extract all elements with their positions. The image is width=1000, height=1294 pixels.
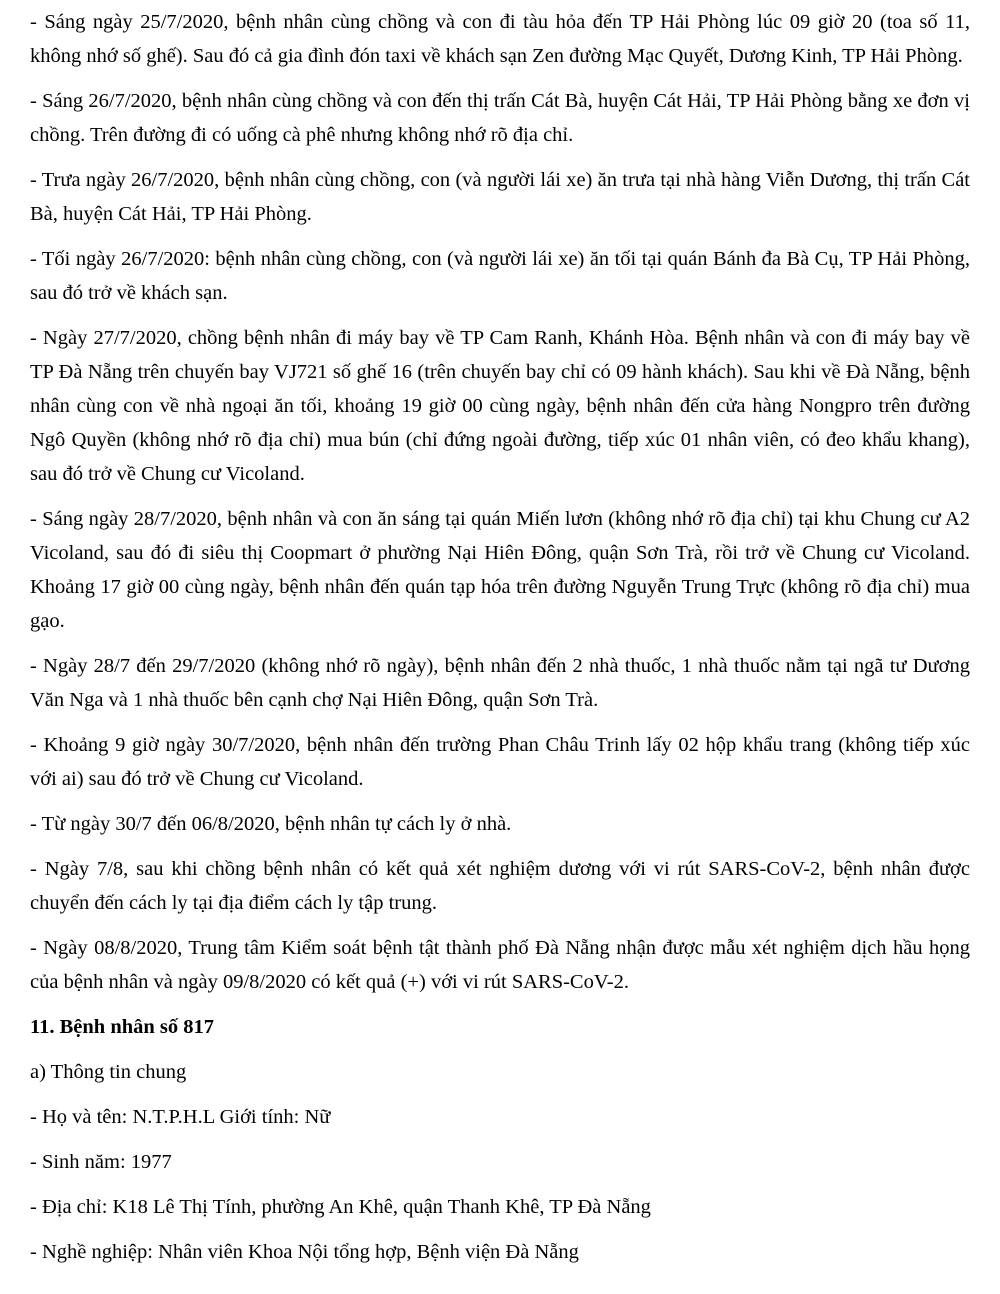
timeline-entry-8-8-test-result: - Ngày 08/8/2020, Trung tâm Kiểm soát bệnh tật thành phố Đà Nẵng nhận được mẫu xét nghiệm dịch hầu họng của bệnh nhân và ngày 09/8/2020 có kết quả (+) với vi rút SARS-CoV-2.	[30, 937, 970, 993]
timeline-entry-morning-26-7: - Sáng 26/7/2020, bệnh nhân cùng chồng và con đến thị trấn Cát Bà, huyện Cát Hải, TP Hải Phòng bằng xe đơn vị chồng. Trên đường đi có uống cà phê nhưng không nhớ rõ địa chỉ.	[30, 90, 970, 146]
field-address: - Địa chỉ: K18 Lê Thị Tính, phường An Khê, quận Thanh Khê, TP Đà Nẵng	[30, 1196, 651, 1218]
subsection-general-info: a) Thông tin chung	[30, 1061, 187, 1083]
field-occupation: - Nghề nghiệp: Nhân viên Khoa Nội tổng hợp, Bệnh viện Đà Nẵng	[30, 1241, 579, 1263]
field-birth-year: - Sinh năm: 1977	[30, 1151, 172, 1173]
timeline-entry-self-isolation: - Từ ngày 30/7 đến 06/8/2020, bệnh nhân tự cách ly ở nhà.	[30, 813, 512, 835]
timeline-entry-28-7-to-29-7: - Ngày 28/7 đến 29/7/2020 (không nhớ rõ ngày), bệnh nhân đến 2 nhà thuốc, 1 nhà thuốc nằm tại ngã tư Dương Văn Nga và 1 nhà thuốc bên cạnh chợ Nại Hiên Đông, quận Sơn Trà.	[30, 655, 970, 711]
timeline-entry-morning-25-7: - Sáng ngày 25/7/2020, bệnh nhân cùng chồng và con đi tàu hỏa đến TP Hải Phòng lúc 09 giờ 20 (toa số 11, không nhớ số ghế). Sau đó cả gia đình đón taxi về khách sạn Zen đường Mạc Quyết, Dương Kinh, TP Hải Phòng.	[30, 11, 970, 67]
timeline-entry-noon-26-7: - Trưa ngày 26/7/2020, bệnh nhân cùng chồng, con (và người lái xe) ăn trưa tại nhà hàng Viễn Dương, thị trấn Cát Bà, huyện Cát Hải, TP Hải Phòng.	[30, 169, 970, 225]
timeline-entry-morning-28-7: - Sáng ngày 28/7/2020, bệnh nhân và con ăn sáng tại quán Miến lươn (không nhớ rõ địa chỉ) tại khu Chung cư A2 Vicoland, sau đó đi siêu thị Coopmart ở phường Nại Hiên Đông, quận Sơn Trà, rồi trở về Chung cư Vicoland. Khoảng 17 giờ 00 cùng ngày, bệnh nhân đến quán tạp hóa trên đường Nguyễn Trung Trực (không rõ địa chỉ) mua gạo.	[30, 508, 970, 632]
timeline-entry-7-8: - Ngày 7/8, sau khi chồng bệnh nhân có kết quả xét nghiệm dương với vi rút SARS-CoV-2, bệnh nhân được chuyển đến cách ly tại địa điểm cách ly tập trung.	[30, 858, 970, 914]
timeline-entry-27-7: - Ngày 27/7/2020, chồng bệnh nhân đi máy bay về TP Cam Ranh, Khánh Hòa. Bệnh nhân và con đi máy bay về TP Đà Nẵng trên chuyến bay VJ721 số ghế 16 (trên chuyến bay chỉ có 09 hành khách). Sau khi về Đà Nẵng, bệnh nhân cùng con về nhà ngoại ăn tối, khoảng 19 giờ 00 cùng ngày, bệnh nhân đến cửa hàng Nongpro trên đường Ngô Quyền (không nhớ rõ địa chỉ) mua bún (chỉ đứng ngoài đường, tiếp xúc 01 nhân viên, có đeo khẩu khang), sau đó trở về Chung cư Vicoland.	[30, 327, 970, 485]
timeline-entry-30-7: - Khoảng 9 giờ ngày 30/7/2020, bệnh nhân đến trường Phan Châu Trinh lấy 02 hộp khẩu trang (không tiếp xúc với ai) sau đó trở về Chung cư Vicoland.	[30, 734, 970, 790]
patient-817-section-heading: 11. Bệnh nhân số 817	[30, 1016, 214, 1038]
timeline-entry-evening-26-7: - Tối ngày 26/7/2020: bệnh nhân cùng chồng, con (và người lái xe) ăn tối tại quán Bánh đa Bà Cụ, TP Hải Phòng, sau đó trở về khách sạn.	[30, 248, 970, 304]
field-name-and-gender: - Họ và tên: N.T.P.H.L Giới tính: Nữ	[30, 1106, 331, 1128]
